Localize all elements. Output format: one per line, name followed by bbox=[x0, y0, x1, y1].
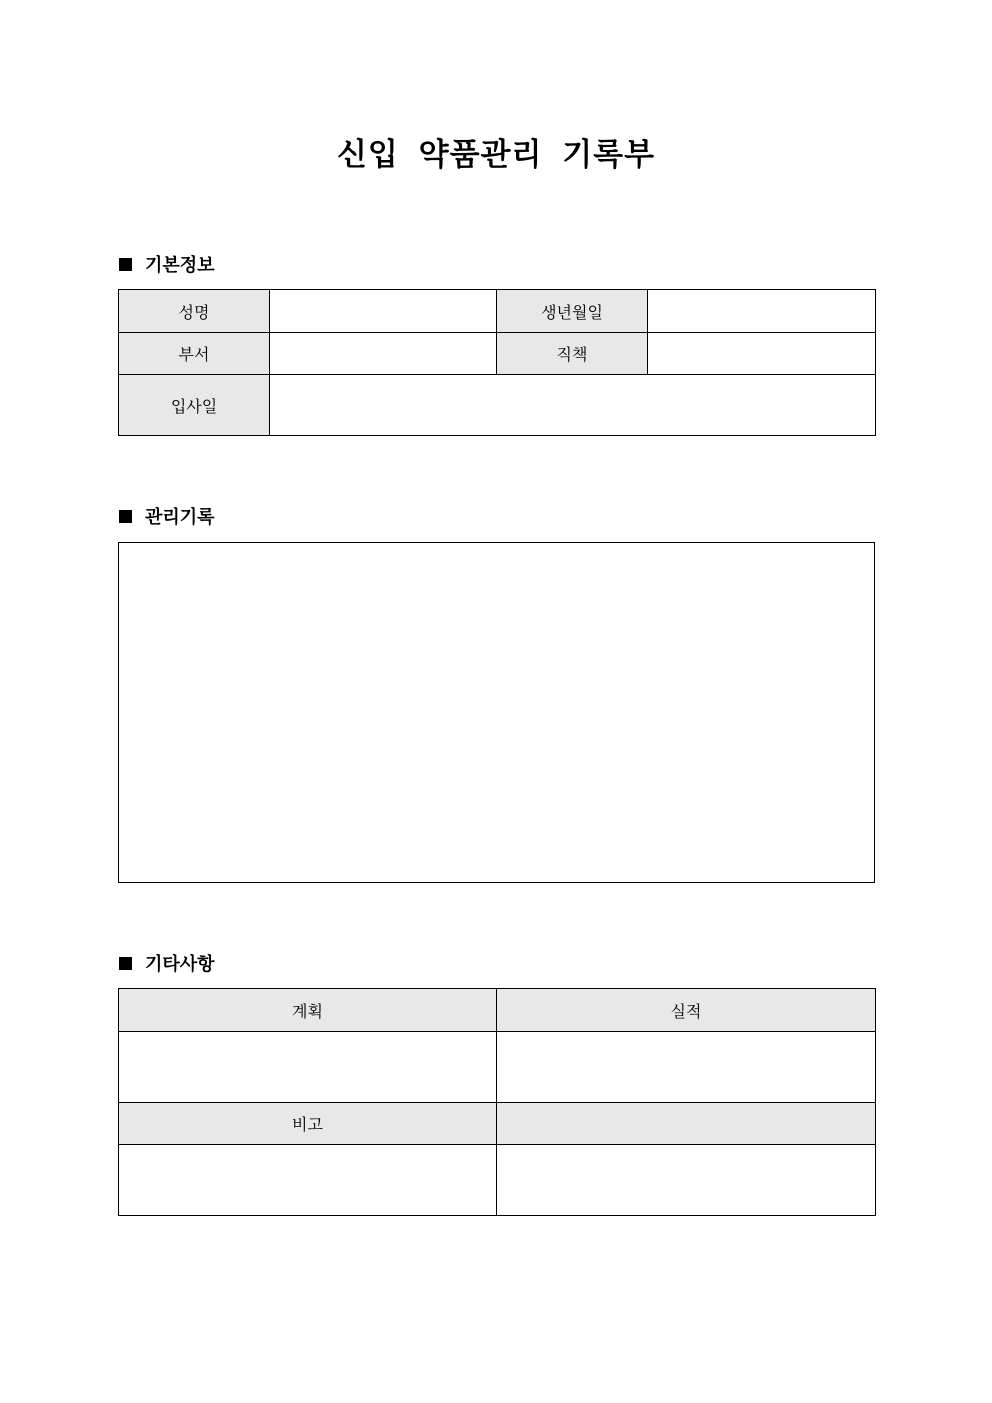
table-row bbox=[119, 989, 876, 1032]
table-row bbox=[119, 1103, 876, 1145]
table-row bbox=[119, 1145, 876, 1216]
square-bullet-icon bbox=[119, 510, 132, 523]
plan-label: 계획 bbox=[119, 989, 497, 1032]
other-table bbox=[118, 988, 876, 1216]
position-label: 직책 bbox=[497, 333, 648, 375]
table-row bbox=[119, 1032, 876, 1103]
table-row bbox=[119, 333, 876, 375]
basic-info-table bbox=[118, 289, 876, 436]
join-date-field[interactable] bbox=[270, 375, 876, 436]
document-title: 신입 약품관리 기록부 bbox=[336, 137, 656, 173]
department-field[interactable] bbox=[270, 333, 497, 375]
other-heading bbox=[119, 951, 215, 975]
management-record-box[interactable] bbox=[118, 542, 875, 883]
remarks-field-left[interactable] bbox=[119, 1145, 497, 1216]
square-bullet-icon bbox=[119, 258, 132, 271]
management-heading bbox=[119, 504, 215, 528]
table-row bbox=[119, 375, 876, 436]
position-field[interactable] bbox=[648, 333, 876, 375]
name-field[interactable] bbox=[270, 290, 497, 333]
birth-date-field[interactable] bbox=[648, 290, 876, 333]
plan-field[interactable] bbox=[119, 1032, 497, 1103]
basic-info-heading bbox=[119, 252, 215, 276]
name-label: 성명 bbox=[119, 290, 270, 333]
result-field[interactable] bbox=[497, 1032, 876, 1103]
table-row bbox=[119, 290, 876, 333]
birth-date-label: 생년월일 bbox=[497, 290, 648, 333]
square-bullet-icon bbox=[119, 957, 132, 970]
other-heading-text: 기타사항 bbox=[145, 954, 215, 975]
department-label: 부서 bbox=[119, 333, 270, 375]
join-date-label: 입사일 bbox=[119, 375, 270, 436]
result-label: 실적 bbox=[497, 989, 876, 1032]
remarks-field-right[interactable] bbox=[497, 1145, 876, 1216]
remarks-header-blank bbox=[497, 1103, 876, 1145]
remarks-label: 비고 bbox=[119, 1103, 497, 1145]
management-heading-text: 관리기록 bbox=[145, 507, 215, 528]
basic-info-heading-text: 기본정보 bbox=[145, 255, 215, 276]
